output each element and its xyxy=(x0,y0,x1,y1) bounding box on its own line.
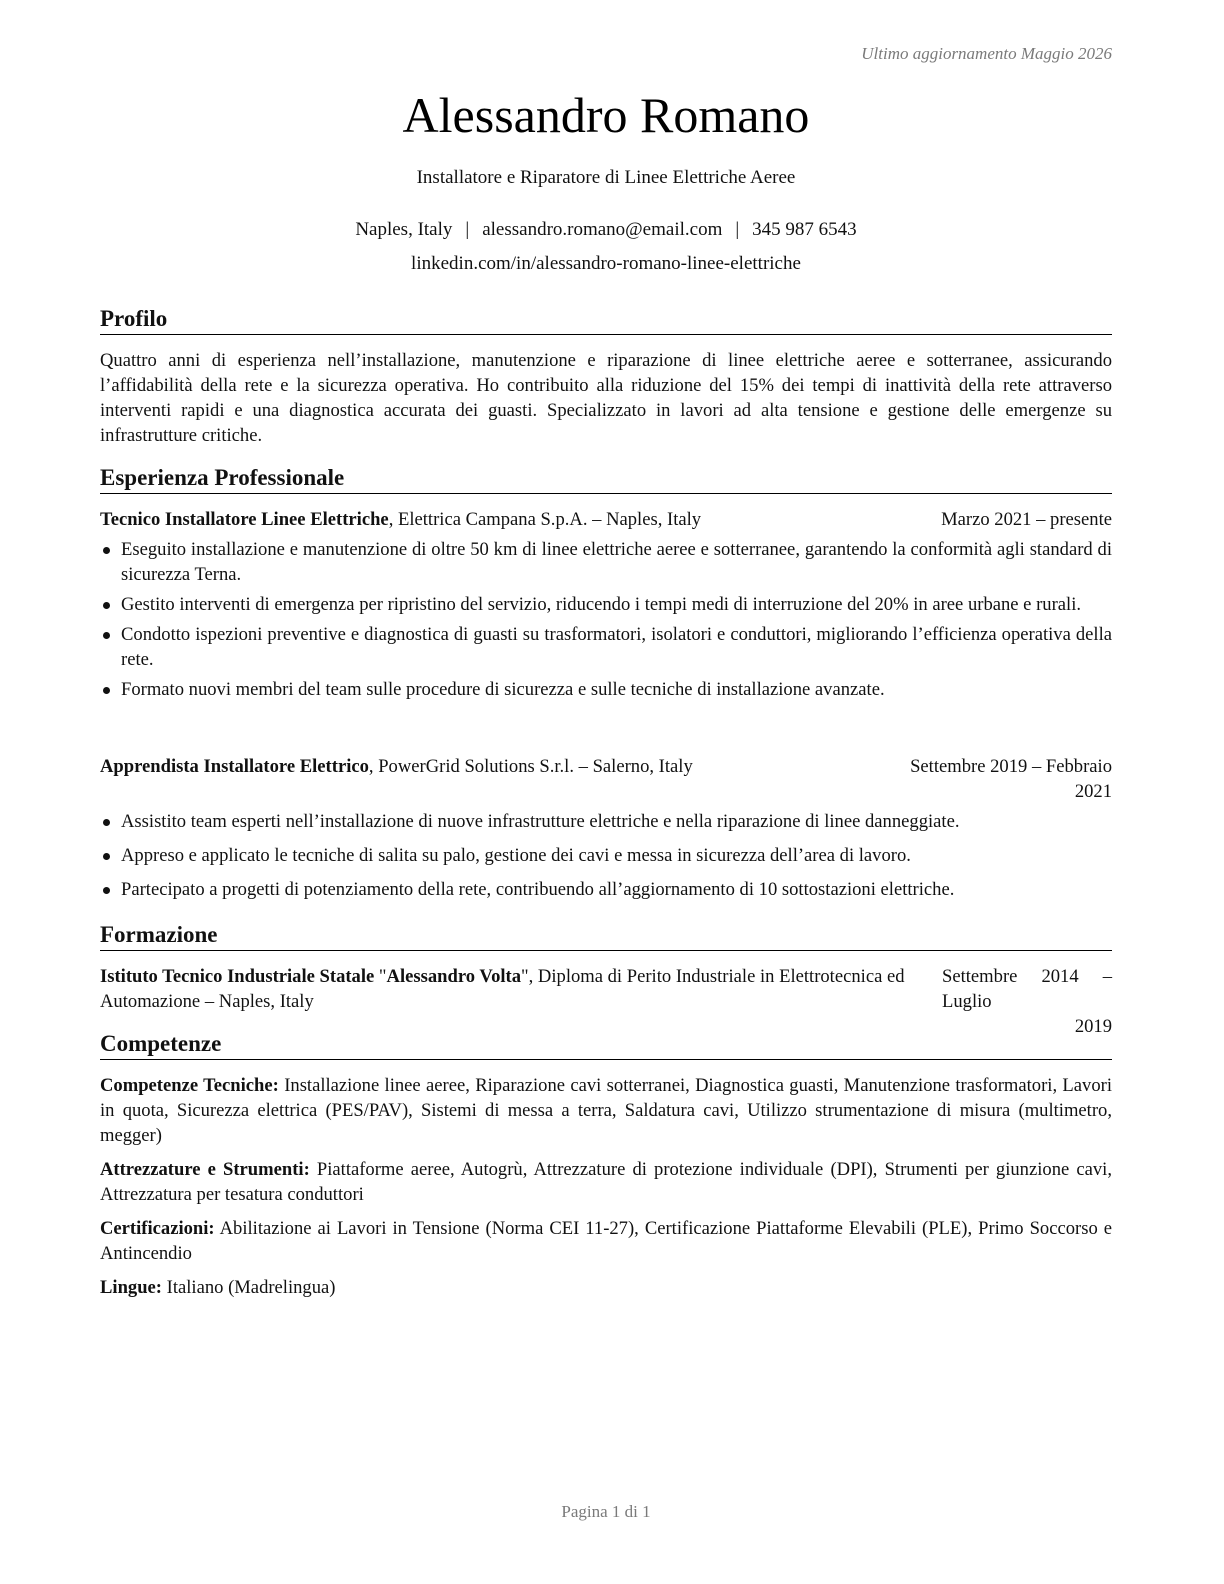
education-dates-line2: 2019 xyxy=(1074,1016,1112,1037)
list-item: Gestito interventi di emergenza per ripristino del servizio, riducendo i tempi medi di interruzione del 20% in aree urbane e rurali. xyxy=(100,592,1112,617)
job-role-company xyxy=(100,507,941,532)
profile-summary: Quattro anni di esperienza nell’installazione, manutenzione e riparazione di linee elettriche aeree e sotterranee, assicurando l’affidabilità della rete e la sicurezza operativa. Ho contribuito alla riduzione del 15% dei tempi di inattività della rete attraverso interventi rapidi e una diagnostica accurata dei guasti. Specializzato in lavori ad alta tensione e gestione delle emergenze su infrastrutture critiche. xyxy=(100,350,1112,446)
skill-label: Certificazioni: xyxy=(100,1218,215,1239)
list-item: Condotto ispezioni preventive e diagnostica di guasti su trasformatori, isolatori e conduttori, migliorando l’efficienza operativa della rete. xyxy=(100,622,1112,672)
separator: | xyxy=(465,219,470,240)
job-header xyxy=(100,754,1112,804)
skill-label: Lingue: xyxy=(100,1277,162,1298)
location: Naples, Italy xyxy=(355,219,453,240)
education-dates-line1: Settembre 2014 – Luglio xyxy=(942,966,1112,1012)
skill-label: Competenze Tecniche: xyxy=(100,1075,279,1096)
contact-line xyxy=(0,219,1212,241)
education-entry xyxy=(100,964,1112,1039)
list-item: Formato nuovi membri del team sulle procedure di sicurezza e sulle tecniche di installazione avanzate. xyxy=(100,677,1112,702)
degree: , Diploma di Perito Industriale in Elettrotecnica ed Automazione – Naples, Italy xyxy=(100,966,905,1012)
list-item: Partecipato a progetti di potenziamento della rete, contribuendo all’aggiornamento di 10 sottostazioni elettriche. xyxy=(100,877,1112,902)
skill-text: Installazione linee aeree, Riparazione cavi sotterranei, Diagnostica guasti, Manutenzione trasformatori, Lavori in quota, Sicurezza elettrica (PES/PAV), Sistemi di messa a terra, Saldatura cavi, Utilizzo strumentazione di misura (multimetro, megger) xyxy=(100,1075,1112,1146)
skill-certifications xyxy=(100,1216,1112,1266)
skill-text: Piattaforme aeree, Autogrù, Attrezzature di protezione individuale (DPI), Strumenti per giunzione cavi, Attrezzatura per tesatura conduttori xyxy=(100,1159,1112,1205)
section-heading-profile: Profilo xyxy=(100,305,1112,335)
linkedin-link[interactable]: linkedin.com/in/alessandro-romano-linee-elettriche xyxy=(411,253,801,274)
section-heading-education: Formazione xyxy=(100,921,1112,951)
job-bullets xyxy=(100,537,1112,702)
section-heading-experience: Esperienza Professionale xyxy=(100,464,1112,494)
skill-technical xyxy=(100,1073,1112,1148)
skill-text: Abilitazione ai Lavori in Tensione (Norma CEI 11-27), Certificazione Piattaforme Elevabili (PLE), Primo Soccorso e Antincendio xyxy=(100,1218,1112,1264)
list-item: Appreso e applicato le tecniche di salita su palo, gestione dei cavi e messa in sicurezza dell’area di lavoro. xyxy=(100,843,1112,868)
school-quote-open: " xyxy=(374,966,387,987)
school-prefix: Istituto Tecnico Industriale Statale xyxy=(100,966,375,987)
skill-tools xyxy=(100,1157,1112,1207)
section-heading-skills: Competenze xyxy=(100,1030,1112,1060)
job-role: Apprendista Installatore Elettrico xyxy=(100,756,369,777)
list-item: Assistito team esperti nell’installazione di nuove infrastrutture elettriche e nella riparazione di linee danneggiate. xyxy=(100,809,1112,834)
page-number: Pagina 1 di 1 xyxy=(561,1502,651,1521)
skill-label: Attrezzature e Strumenti: xyxy=(100,1159,310,1180)
job-title: Installatore e Riparatore di Linee Elettriche Aeree xyxy=(416,167,796,188)
job-bullets xyxy=(100,809,1112,902)
job-role: Tecnico Installatore Linee Elettriche xyxy=(100,509,389,530)
school-quote-close: " xyxy=(521,966,529,987)
school-name: Alessandro Volta xyxy=(386,966,522,987)
separator: | xyxy=(735,219,740,240)
job-role-company xyxy=(100,754,872,804)
email-link[interactable]: alessandro.romano@email.com xyxy=(482,219,723,240)
skill-text: Italiano (Madrelingua) xyxy=(162,1277,336,1298)
job-dates: Settembre 2019 – Febbraio 2021 xyxy=(910,756,1112,802)
list-item: Eseguito installazione e manutenzione di oltre 50 km di linee elettriche aeree e sotterranee, garantendo la conformità agli standard di sicurezza Terna. xyxy=(100,537,1112,587)
phone: 345 987 6543 xyxy=(752,219,857,240)
job-company: , PowerGrid Solutions S.r.l. – Salerno, Italy xyxy=(368,756,693,777)
last-updated: Ultimo aggiornamento Maggio 2026 xyxy=(861,44,1112,63)
education-dates xyxy=(942,964,1112,1039)
job-header xyxy=(100,507,1112,532)
candidate-name: Alessandro Romano xyxy=(402,87,810,143)
skill-languages xyxy=(100,1275,1112,1300)
job-dates: Marzo 2021 – presente xyxy=(941,509,1112,530)
job-company: , Elettrica Campana S.p.A. – Naples, Italy xyxy=(388,509,702,530)
